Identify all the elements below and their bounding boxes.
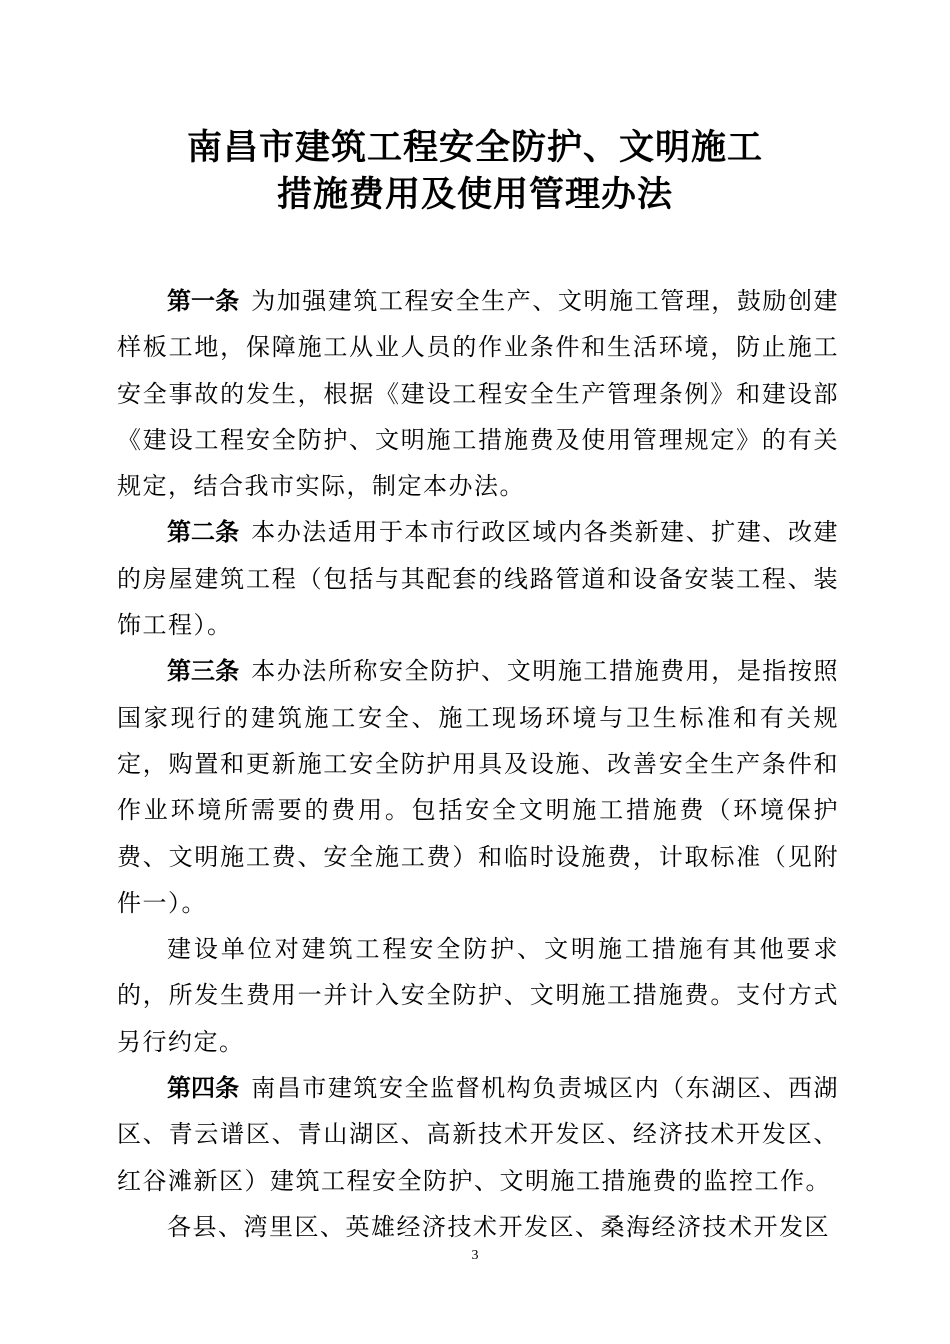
article-4-continued <box>117 1204 839 1250</box>
article-text: 本办法所称安全防护、文明施工措施费用，是指按照国家现行的建筑施工安全、施工现场环境与卫生标准和有关规定，购置和更新施工安全防护用具及设施、改善安全生产条件和作业环境所需要的费用。包括安全文明施工措施费（环境保护费、文明施工费、安全施工费）和临时设施费，计取标准（见附件一）。 <box>117 657 840 917</box>
document-title-line2: 措施费用及使用管理办法 <box>276 175 673 215</box>
paragraph-text: 各县、湾里区、英雄经济技术开发区、桑海经济技术开发区 <box>167 1212 830 1241</box>
document-body <box>117 278 839 1250</box>
article-text: 本办法适用于本市行政区域内各类新建、扩建、改建的房屋建筑工程（包括与其配套的线路管道和设备安装工程、装饰工程）。 <box>117 518 840 640</box>
article-1 <box>117 278 839 509</box>
article-3 <box>117 648 839 926</box>
article-heading: 第四条 <box>167 1074 240 1103</box>
article-text: 为加强建筑工程安全生产、文明施工管理，鼓励创建样板工地，保障施工从业人员的作业条件和生活环境，防止施工安全事故的发生，根据《建设工程安全生产管理条例》和建设部《建设工程安全防护、文明施工措施费及使用管理规定》的有关规定，结合我市实际，制定本办法。 <box>117 287 840 501</box>
document-title-line1: 南昌市建筑工程安全防护、文明施工 <box>186 128 763 168</box>
paragraph-text: 建设单位对建筑工程安全防护、文明施工措施有其他要求的，所发生费用一并计入安全防护、文明施工措施费。支付方式另行约定。 <box>117 935 839 1056</box>
page-number: 3 <box>471 1248 479 1263</box>
article-heading: 第二条 <box>167 518 240 547</box>
article-heading: 第一条 <box>167 287 240 315</box>
article-text: 南昌市建筑安全监督机构负责城区内（东湖区、西湖区、青云谱区、青山湖区、高新技术开发区、经济技术开发区、红谷滩新区）建筑工程安全防护、文明施工措施费的监控工作。 <box>117 1074 840 1195</box>
article-4 <box>117 1065 839 1204</box>
article-3-continued <box>117 926 839 1065</box>
article-2 <box>117 509 839 648</box>
article-heading: 第三条 <box>167 657 240 686</box>
